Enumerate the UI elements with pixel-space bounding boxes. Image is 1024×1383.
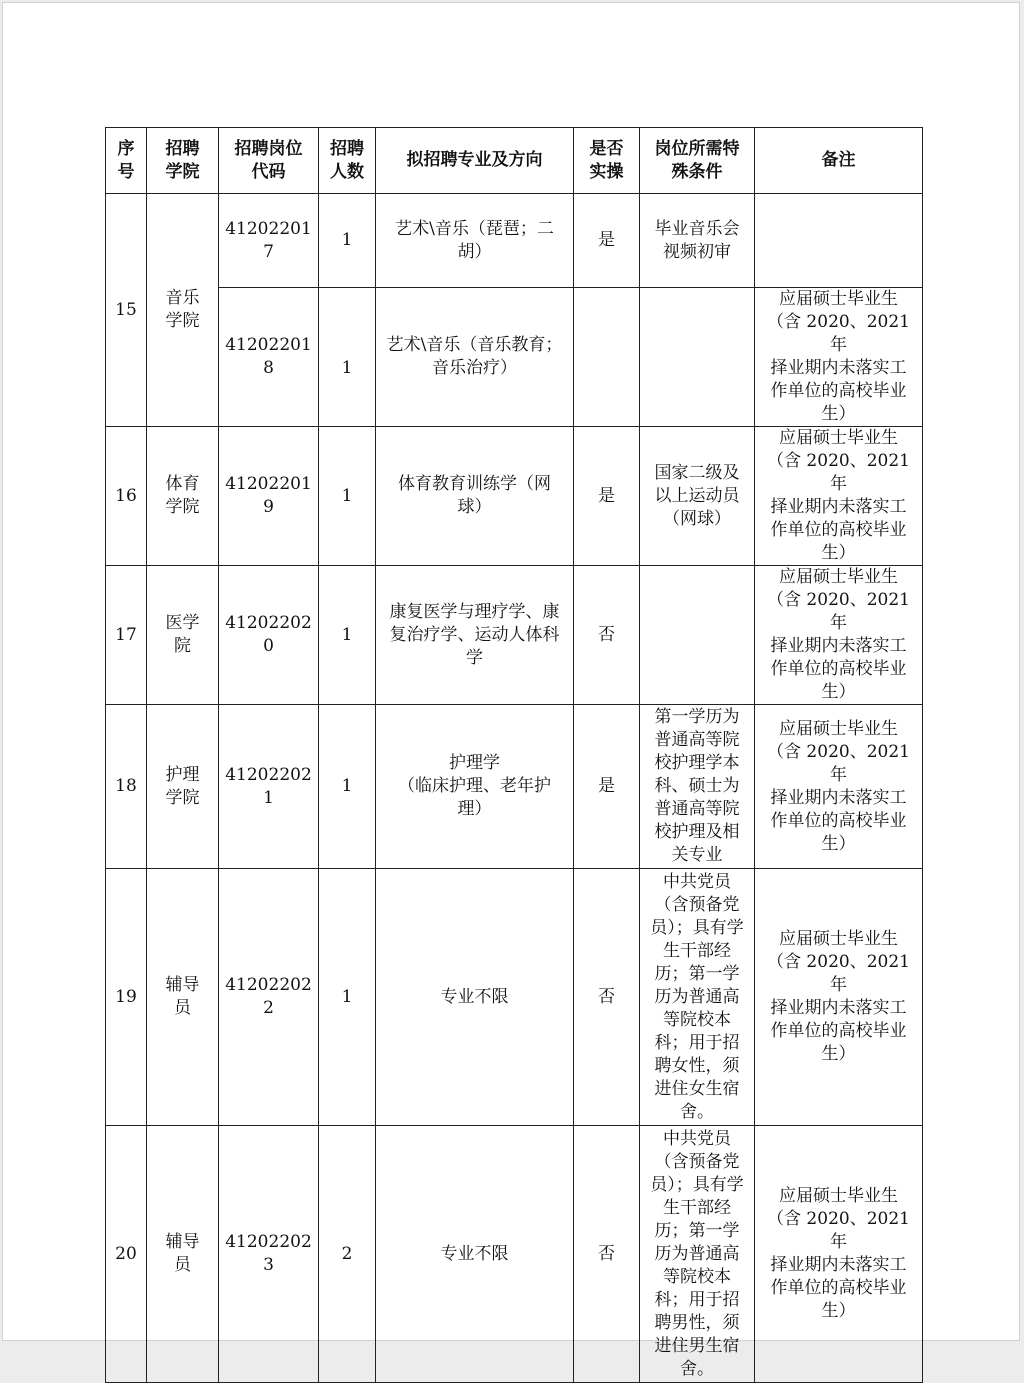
major-cell: 艺术\音乐（琵琶；二 胡） [376, 194, 574, 288]
college-cell: 音乐 学院 [147, 194, 219, 427]
code-cell: 412022023 [219, 1126, 319, 1383]
remarks-cell: 应届硕士毕业生 （含 2020、2021 年 择业期内未落实工 作单位的高校毕业 生） [755, 288, 923, 427]
remarks-cell: 应届硕士毕业生 （含 2020、2021 年 择业期内未落实工 作单位的高校毕业 生） [755, 1126, 923, 1383]
conditions-cell: 中共党员 （含预备党 员）；具有学 生干部经 历；第一学 历为普通高 等院校本 科；用于招 聘男性，须 进住男生宿 舍。 [640, 1126, 755, 1383]
header-remarks: 备注 [755, 128, 923, 194]
table-row [106, 1126, 923, 1383]
count-cell: 2 [319, 1126, 376, 1383]
code-cell: 412022018 [219, 288, 319, 427]
practical-cell [574, 288, 640, 427]
seq-cell: 19 [106, 869, 147, 1126]
count-cell: 1 [319, 194, 376, 288]
table-row [106, 869, 923, 1126]
count-cell: 1 [319, 705, 376, 869]
remarks-cell [755, 194, 923, 288]
major-cell: 专业不限 [376, 1126, 574, 1383]
header-code: 招聘岗位 代码 [219, 128, 319, 194]
header-college: 招聘 学院 [147, 128, 219, 194]
count-cell: 1 [319, 566, 376, 705]
practical-cell: 否 [574, 566, 640, 705]
conditions-cell [640, 288, 755, 427]
college-cell: 辅导 员 [147, 1126, 219, 1383]
header-seq: 序 号 [106, 128, 147, 194]
table-row [106, 427, 923, 566]
header-count: 招聘 人数 [319, 128, 376, 194]
header-practical: 是否 实操 [574, 128, 640, 194]
practical-cell: 否 [574, 869, 640, 1126]
count-cell: 1 [319, 427, 376, 566]
major-cell: 艺术\音乐（音乐教育； 音乐治疗） [376, 288, 574, 427]
conditions-cell: 国家二级及 以上运动员 （网球） [640, 427, 755, 566]
code-cell: 412022017 [219, 194, 319, 288]
seq-cell: 20 [106, 1126, 147, 1383]
code-cell: 412022019 [219, 427, 319, 566]
seq-cell: 17 [106, 566, 147, 705]
conditions-cell: 第一学历为 普通高等院 校护理学本 科、硕士为 普通高等院 校护理及相 关专业 [640, 705, 755, 869]
major-cell: 护理学 （临床护理、老年护 理） [376, 705, 574, 869]
college-cell: 护理 学院 [147, 705, 219, 869]
table-row [106, 194, 923, 288]
college-cell: 医学 院 [147, 566, 219, 705]
practical-cell: 否 [574, 1126, 640, 1383]
table-row [106, 705, 923, 869]
conditions-cell: 毕业音乐会 视频初审 [640, 194, 755, 288]
remarks-cell: 应届硕士毕业生 （含 2020、2021 年 择业期内未落实工 作单位的高校毕业 生） [755, 566, 923, 705]
count-cell: 1 [319, 869, 376, 1126]
major-cell: 体育教育训练学（网 球） [376, 427, 574, 566]
practical-cell: 是 [574, 194, 640, 288]
header-conditions: 岗位所需特 殊条件 [640, 128, 755, 194]
practical-cell: 是 [574, 427, 640, 566]
table-row [106, 288, 923, 427]
header-row [106, 128, 923, 194]
table-row [106, 566, 923, 705]
seq-cell: 18 [106, 705, 147, 869]
conditions-cell: 中共党员 （含预备党 员）；具有学 生干部经 历；第一学 历为普通高 等院校本 科；用于招 聘女性，须 进住女生宿 舍。 [640, 869, 755, 1126]
document-page [2, 2, 1020, 1379]
seq-cell: 15 [106, 194, 147, 427]
practical-cell: 是 [574, 705, 640, 869]
remarks-cell: 应届硕士毕业生 （含 2020、2021 年 择业期内未落实工 作单位的高校毕业 生） [755, 427, 923, 566]
conditions-cell [640, 566, 755, 705]
seq-cell: 16 [106, 427, 147, 566]
count-cell: 1 [319, 288, 376, 427]
code-cell: 412022022 [219, 869, 319, 1126]
header-major: 拟招聘专业及方向 [376, 128, 574, 194]
college-cell: 辅导 员 [147, 869, 219, 1126]
code-cell: 412022021 [219, 705, 319, 869]
major-cell: 专业不限 [376, 869, 574, 1126]
recruitment-table [105, 127, 923, 1383]
college-cell: 体育 学院 [147, 427, 219, 566]
code-cell: 412022020 [219, 566, 319, 705]
major-cell: 康复医学与理疗学、康 复治疗学、运动人体科 学 [376, 566, 574, 705]
remarks-cell: 应届硕士毕业生 （含 2020、2021 年 择业期内未落实工 作单位的高校毕业 生） [755, 869, 923, 1126]
remarks-cell: 应届硕士毕业生 （含 2020、2021 年 择业期内未落实工 作单位的高校毕业 生） [755, 705, 923, 869]
